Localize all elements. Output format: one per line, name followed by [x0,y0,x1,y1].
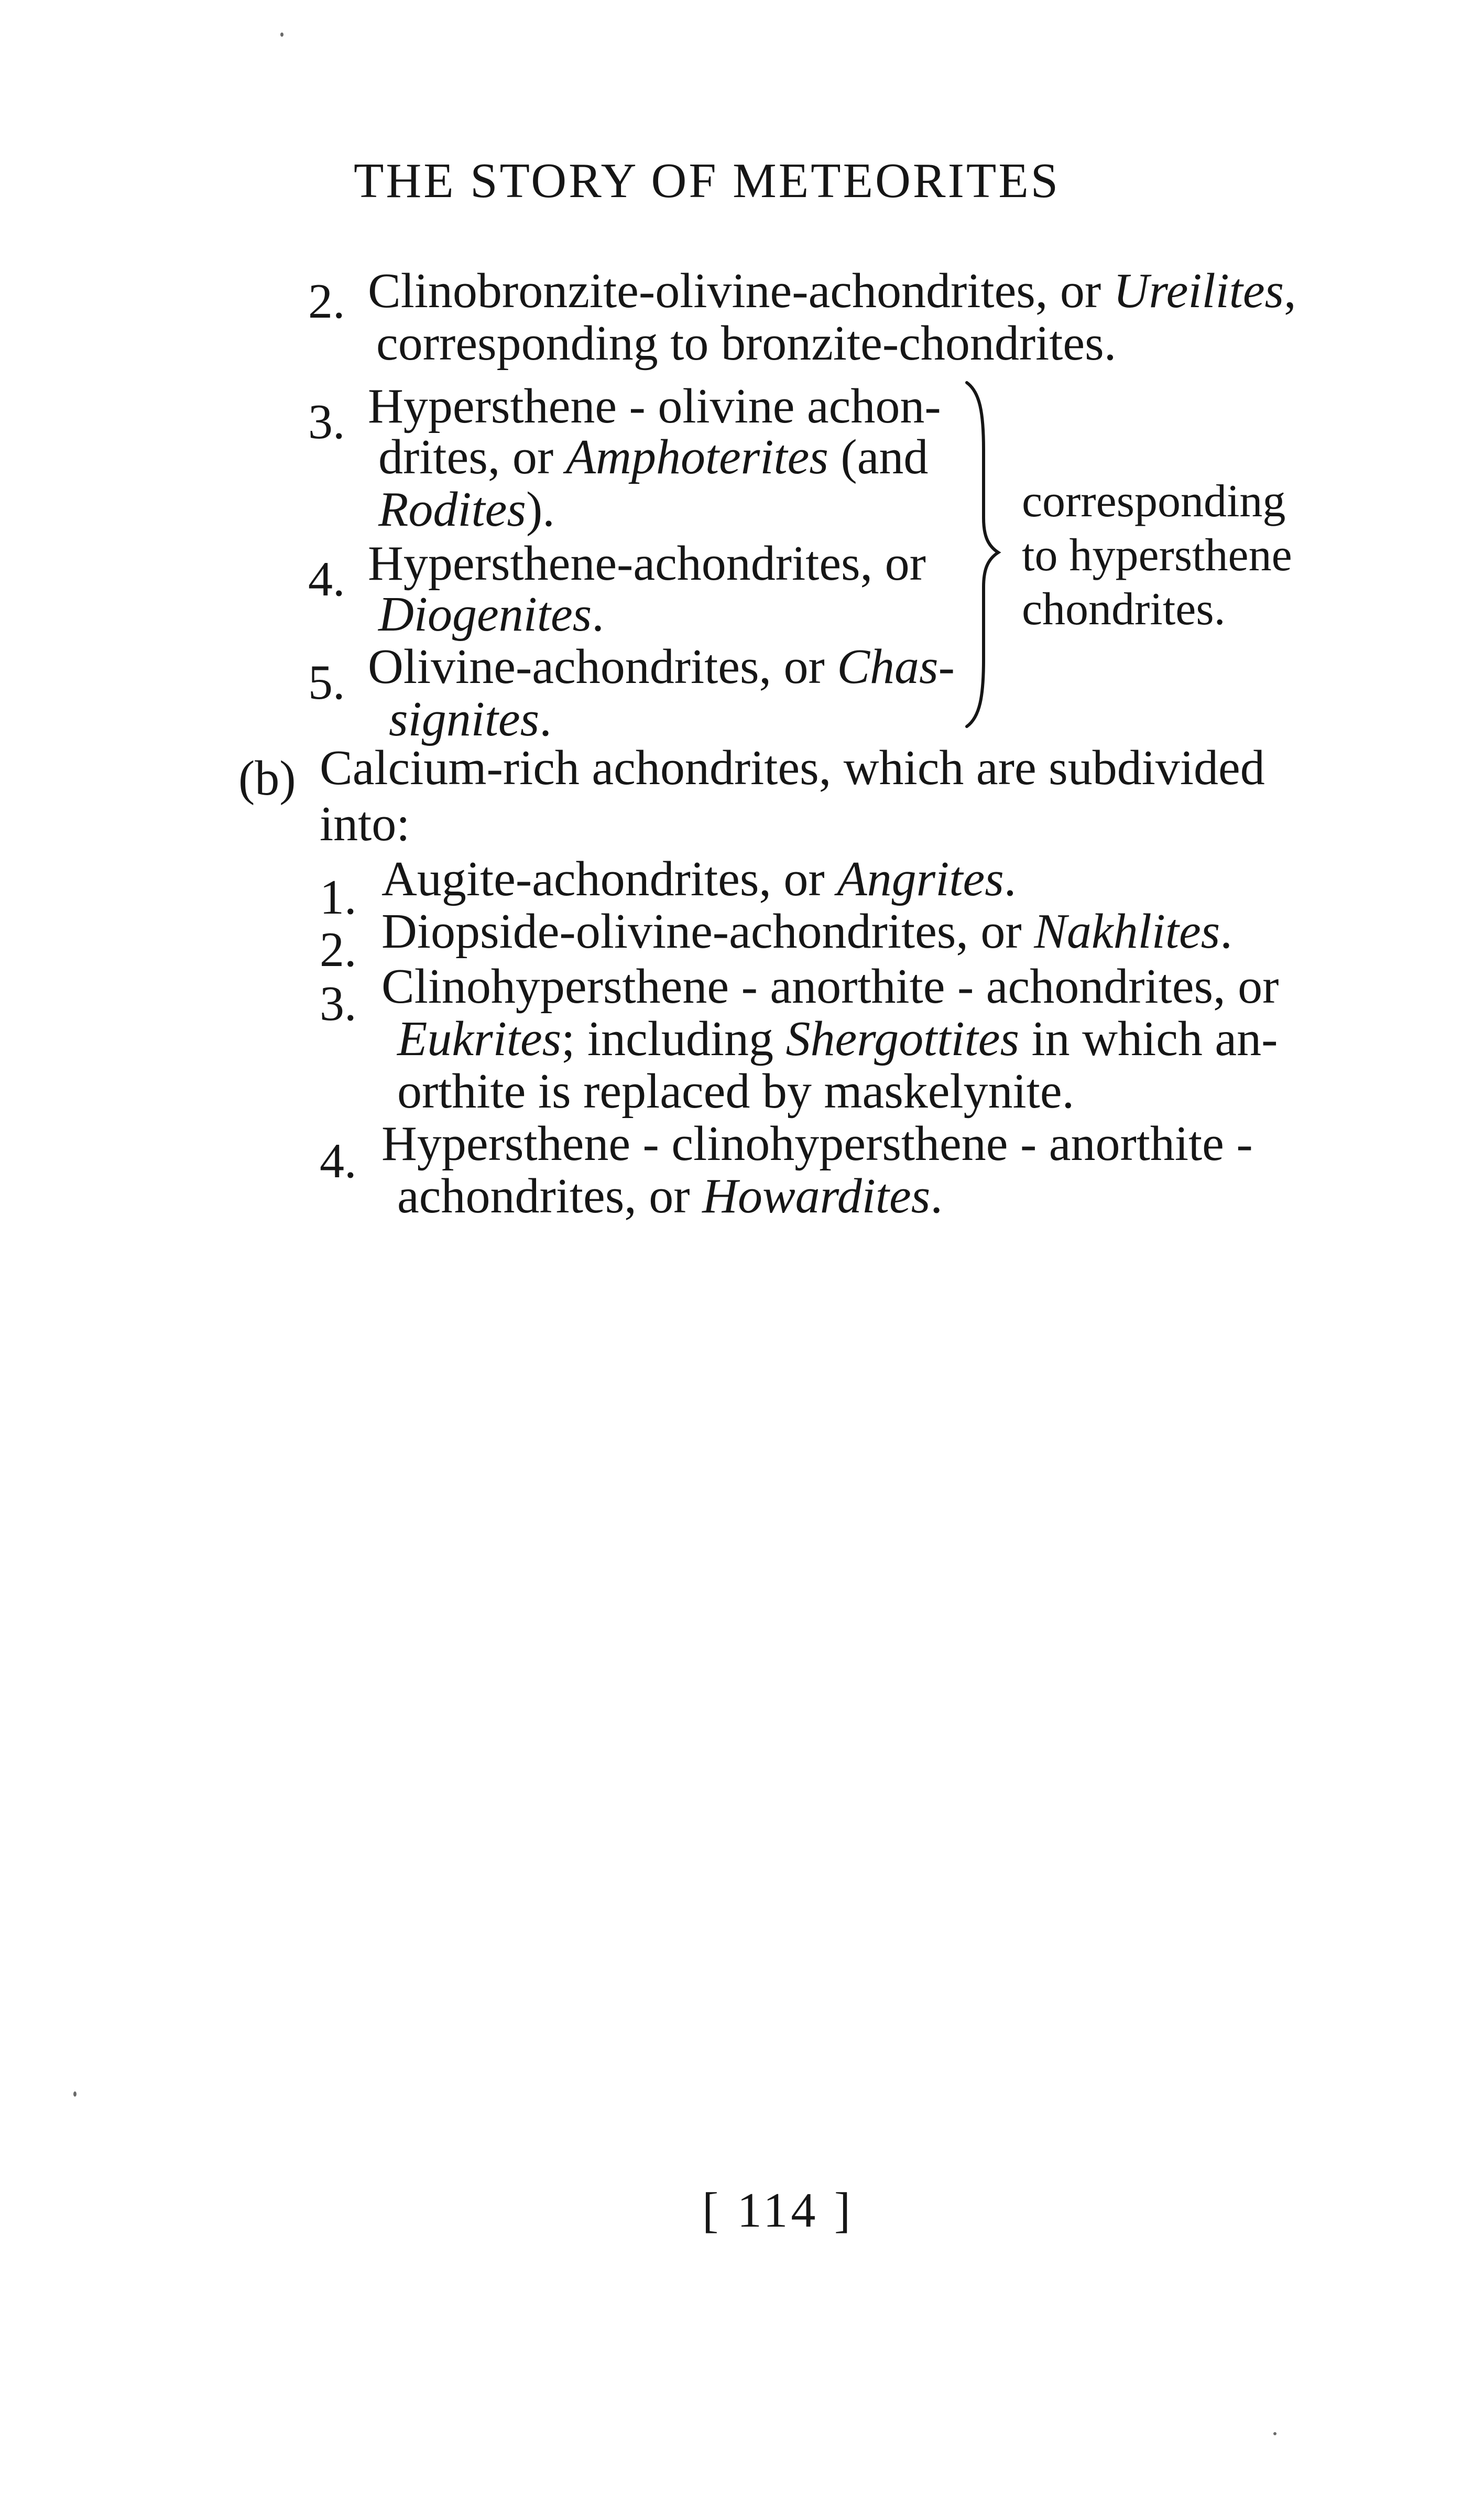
page-number: [ 114 ] [702,2183,854,2238]
item-line: Olivine-achondrites, or Chas- [368,639,955,694]
section-marker: (b) [238,751,296,806]
brace-note-line: to hypersthene [1022,530,1292,581]
item-line: Eukrites; including Shergottites in which an- [397,1012,1278,1066]
brace-note [1022,474,1292,636]
item-line: Rodites). [378,482,555,537]
item-number: 1. [320,870,357,925]
item-line: Augite-achondrites, or Angrites. [381,852,1017,906]
scan-speck [73,2091,77,2097]
item-number: 3. [308,395,345,449]
brace-note-line: chondrites. [1022,584,1226,635]
item-line: Hypersthene-achondrites, or [368,536,926,591]
item-number: 3. [320,977,357,1031]
item-line: achondrites, or Howardites. [397,1169,943,1223]
item-line: Hypersthene - olivine achon- [368,379,941,433]
item-line: Diopside-olivine-achondrites, or Nakhlites. [381,904,1232,959]
item-number: 2. [320,923,357,977]
item-line: orthite is replaced by maskelynite. [397,1064,1075,1119]
item-line: corresponding to bronzite-chondrites. [376,316,1117,371]
item-line: drites, or Amphoterites (and [378,430,929,484]
right-brace [956,376,1019,733]
section-intro-line: Calcium-rich achondrites, which are subdivided [320,741,1265,795]
item-line: Diogenites. [378,587,604,642]
scan-speck [280,32,283,37]
item-number: 4. [320,1134,357,1188]
item-number: 4. [308,552,345,606]
item-number: 5. [308,655,345,710]
item-line: signites. [389,692,552,746]
running-head: THE STORY OF METEORITES [354,154,1061,208]
item-line: Hypersthene - clinohypersthene - anorthite - [381,1116,1253,1171]
brace-note-line: corresponding [1022,476,1286,527]
section-intro-line: into: [320,797,410,851]
item-line: Clinobronzite-olivine-achondrites, or Ureilites, [368,264,1296,318]
item-line: Clinohypersthene - anorthite - achondrites, or [381,959,1279,1014]
item-number: 2. [308,274,345,329]
scan-speck [1273,2432,1276,2435]
